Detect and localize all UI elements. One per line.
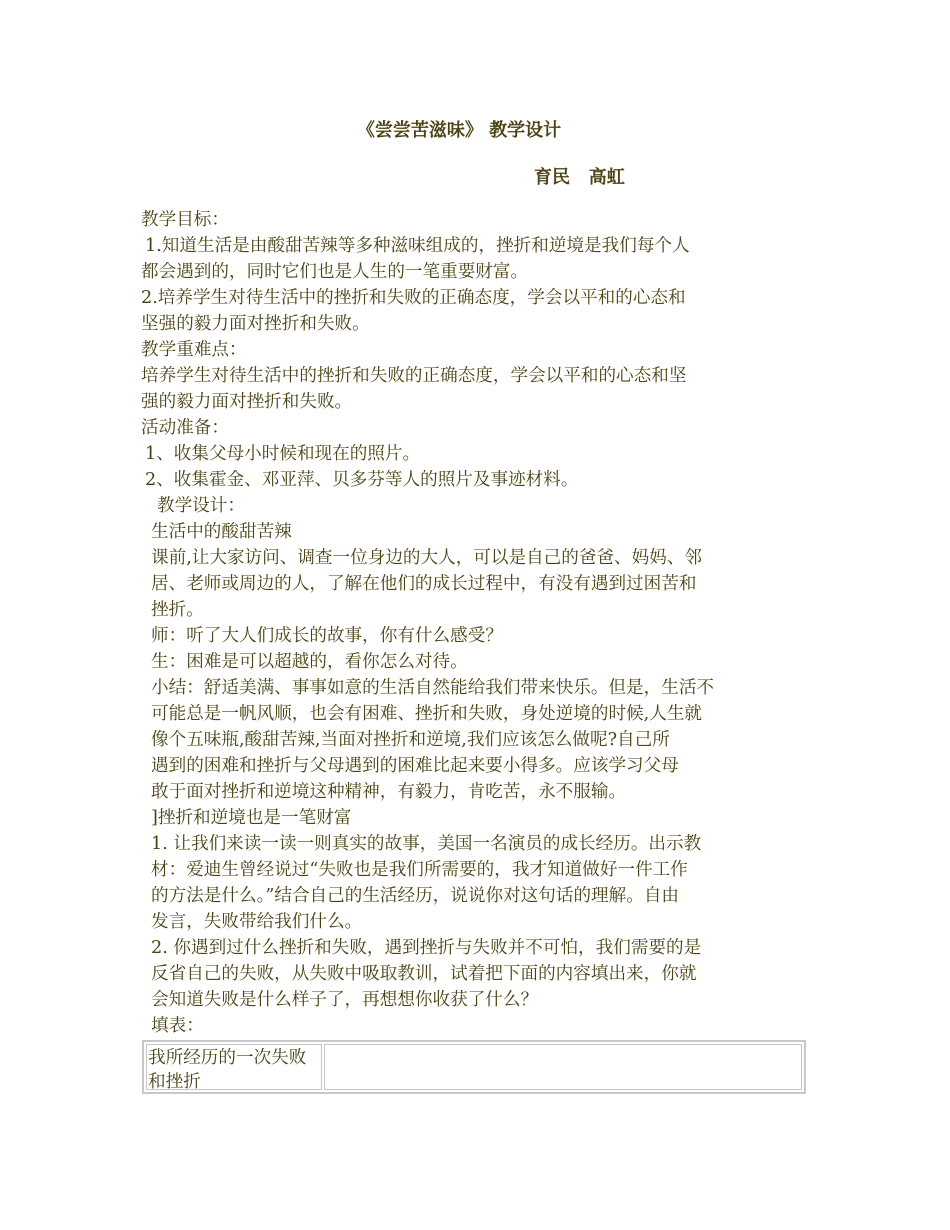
item-1-line-3: 的方法是什么。”结合自己的生活经历，说说你对这句话的理解。自由: [151, 886, 680, 906]
design-heading: 教学设计：: [157, 496, 245, 516]
goal-2-line-2: 坚强的毅力面对挫折和失败。: [141, 314, 370, 334]
fill-table: [142, 1040, 806, 1094]
teacher-line: 师：听了大人们成长的故事，你有什么感受？: [151, 626, 503, 646]
table-value-cell[interactable]: [324, 1044, 802, 1090]
table-row: [146, 1044, 802, 1090]
item-2-line-2: 反省自己的失败，从失败中吸取教训，试着把下面的内容填出来，你就: [151, 964, 697, 984]
prep-item-2: 2、收集霍金、邓亚萍、贝多芬等人的照片及事迹材料。: [145, 470, 579, 490]
summary-line-4: 遇到的困难和挫折与父母遇到的困难比起来要小得多。应该学习父母: [151, 756, 679, 776]
fill-label: 填表：: [151, 1016, 204, 1036]
item-1-line-2: 材：爱迪生曾经说过“失败也是我们所需要的，我才知道做好一件工作: [151, 860, 688, 880]
summary-line-1: 小结：舒适美满、事事如意的生活自然能给我们带来快乐。但是，生活不: [151, 678, 715, 698]
para-1-line-3: 挫折。: [151, 600, 204, 620]
table-label-cell: 我所经历的一次失败和挫折: [146, 1044, 322, 1090]
item-2-line-1: 2. 你遇到过什么挫折和失败，遇到挫折与失败并不可怕，我们需要的是: [151, 938, 702, 958]
goal-1-line-2: 都会遇到的，同时它们也是人生的一笔重要财富。: [141, 262, 529, 282]
section-1-heading: 生活中的酸甜苦辣: [151, 522, 292, 542]
goal-1-line-1: 1.知道生活是由酸甜苦辣等多种滋味组成的，挫折和逆境是我们每个人: [145, 236, 690, 256]
document-body: [141, 207, 813, 1039]
prep-item-1: 1、收集父母小时候和现在的照片。: [145, 444, 421, 464]
item-2-line-3: 会知道失败是什么样子了，再想想你收获了什么？: [151, 990, 539, 1010]
para-1-line-1: 课前,让大家访问、调查一位身边的大人，可以是自己的爸爸、妈妈、邻: [151, 548, 703, 568]
key-heading: 教学重难点：: [141, 340, 247, 360]
goal-2-line-1: 2.培养学生对待生活中的挫折和失败的正确态度，学会以平和的心态和: [141, 288, 686, 308]
key-line-1: 培养学生对待生活中的挫折和失败的正确态度，学会以平和的心态和坚: [141, 366, 687, 386]
prep-heading: 活动准备：: [141, 418, 229, 438]
summary-line-2: 可能总是一帆风顺，也会有困难、挫折和失败，身处逆境的时候,人生就: [151, 704, 703, 724]
summary-line-3: 像个五味瓶,酸甜苦辣,当面对挫折和逆境,我们应该怎么做呢?自己所: [151, 730, 670, 750]
goal-heading: 教学目标：: [141, 210, 229, 230]
section-2-heading: ]挫折和逆境也是一笔财富: [151, 808, 352, 828]
document-title: 《尝尝苦滋味》 教学设计: [356, 120, 562, 141]
summary-line-5: 敢于面对挫折和逆境这种精神，有毅力，肯吃苦，永不服输。: [151, 782, 627, 802]
para-1-line-2: 居、老师或周边的人，了解在他们的成长过程中，有没有遇到过困苦和: [151, 574, 697, 594]
item-1-line-4: 发言，失败带给我们什么。: [151, 912, 363, 932]
author-line: 育民 高虹: [534, 167, 625, 188]
item-1-line-1: 1. 让我们来读一读一则真实的故事，美国一名演员的成长经历。出示教: [151, 834, 702, 854]
student-line: 生：困难是可以超越的，看你怎么对待。: [151, 652, 468, 672]
key-line-2: 强的毅力面对挫折和失败。: [141, 392, 353, 412]
